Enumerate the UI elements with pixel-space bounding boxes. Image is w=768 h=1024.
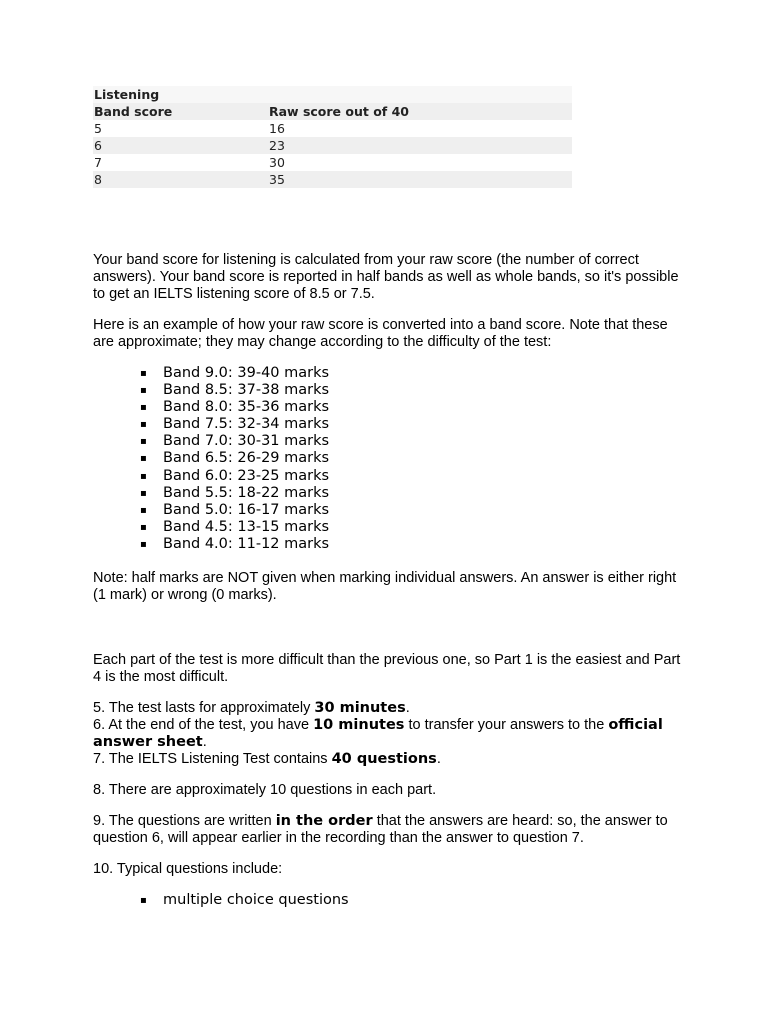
bullet-icon: ▪ bbox=[140, 368, 147, 379]
bullet-icon: ▪ bbox=[140, 895, 147, 907]
bullet-icon: ▪ bbox=[140, 487, 147, 499]
bold-in-order: in the order bbox=[275, 813, 373, 830]
bold-duration: 30 minutes bbox=[314, 700, 406, 717]
list-item: ▪ Band 8.5: 37-38 marks bbox=[140, 382, 330, 399]
bullet-icon: ▪ bbox=[140, 470, 147, 482]
list-item: ▪ Band 4.0: 11-12 marks bbox=[140, 535, 330, 552]
band-cell: 5 bbox=[94, 121, 102, 136]
bullet-icon: ▪ bbox=[140, 504, 147, 516]
band-cell: 6 bbox=[94, 138, 102, 153]
list-item: ▪ Band 7.5: 32-34 marks bbox=[140, 416, 330, 433]
bullet-icon: ▪ bbox=[140, 521, 147, 533]
table-row bbox=[93, 154, 572, 171]
bold-question-count: 40 questions bbox=[331, 751, 437, 768]
list-item: ▪ Band 6.0: 23-25 marks bbox=[140, 467, 330, 484]
list-item: ▪ Band 8.0: 35-36 marks bbox=[140, 399, 330, 416]
table-row bbox=[93, 137, 572, 154]
list-item: ▪ Band 7.0: 30-31 marks bbox=[140, 433, 330, 450]
table-row bbox=[93, 171, 572, 188]
point-9: 9. The questions are written in the order that the answers are heard: so, the answer to question 6, will appear earlier in the recording than the answer to question 7. bbox=[93, 813, 668, 847]
band-cell: 8 bbox=[94, 172, 102, 187]
table-title: Listening bbox=[94, 87, 160, 102]
listening-score-table bbox=[93, 86, 572, 188]
bullet-icon: ▪ bbox=[140, 385, 147, 397]
list-item: ▪ multiple choice questions bbox=[140, 892, 349, 909]
point-8: 8. There are approximately 10 questions in each part. bbox=[93, 782, 437, 799]
bullet-icon: ▪ bbox=[140, 436, 147, 448]
raw-cell: 35 bbox=[269, 172, 285, 187]
header-raw-score: Raw score out of 40 bbox=[269, 104, 409, 119]
numbered-points-5-7: 5. The test lasts for approximately 30 minutes. 6. At the end of the test, you have 10 minutes to transfer your answers to the official answer sheet. 7. The IELTS Listening Test contains 40 questions. bbox=[93, 700, 663, 768]
paragraph-conversion-intro: Here is an example of how your raw score is converted into a band score. Note that these are approximate; they may change according to the difficulty of the test: bbox=[93, 317, 668, 350]
table-header-row bbox=[93, 103, 572, 120]
list-item: ▪ Band 4.5: 13-15 marks bbox=[140, 518, 330, 535]
bullet-icon: ▪ bbox=[140, 402, 147, 414]
document-page bbox=[93, 86, 683, 909]
list-item: ▪ Band 9.0: 39-40 marks bbox=[140, 365, 330, 381]
point-10: 10. Typical questions include: bbox=[93, 861, 283, 878]
table-row bbox=[93, 120, 572, 137]
table-title-row bbox=[93, 86, 572, 103]
bullet-icon: ▪ bbox=[140, 453, 147, 465]
header-band-score: Band score bbox=[94, 104, 173, 119]
paragraph-part-difficulty: Each part of the test is more difficult than the previous one, so Part 1 is the easiest and Part 4 is the most difficult. bbox=[93, 652, 681, 686]
bullet-icon: ▪ bbox=[140, 419, 147, 431]
paragraph-half-marks-note: Note: half marks are NOT given when marking individual answers. An answer is either right (1 mark) or wrong (0 marks). bbox=[93, 570, 677, 604]
raw-cell: 16 bbox=[269, 121, 285, 136]
list-item: ▪ Band 6.5: 26-29 marks bbox=[140, 450, 330, 467]
band-conversion-list bbox=[93, 365, 683, 553]
raw-cell: 30 bbox=[269, 155, 285, 170]
raw-cell: 23 bbox=[269, 138, 285, 153]
paragraph-band-calculation: Your band score for listening is calculated from your raw score (the number of correct answers). Your band score is reported in half bands as well as whole bands, so it's possible to get an IELTS listening score of 8.5 or 7.5. bbox=[93, 252, 679, 302]
list-item: ▪ Band 5.5: 18-22 marks bbox=[140, 484, 330, 501]
bullet-icon: ▪ bbox=[140, 538, 147, 550]
list-item: ▪ Band 5.0: 16-17 marks bbox=[140, 501, 330, 518]
band-cell: 7 bbox=[94, 155, 102, 170]
bold-answer-sheet: official answer sheet bbox=[93, 717, 663, 751]
bold-transfer-time: 10 minutes bbox=[313, 717, 405, 734]
question-types-list bbox=[93, 892, 683, 909]
